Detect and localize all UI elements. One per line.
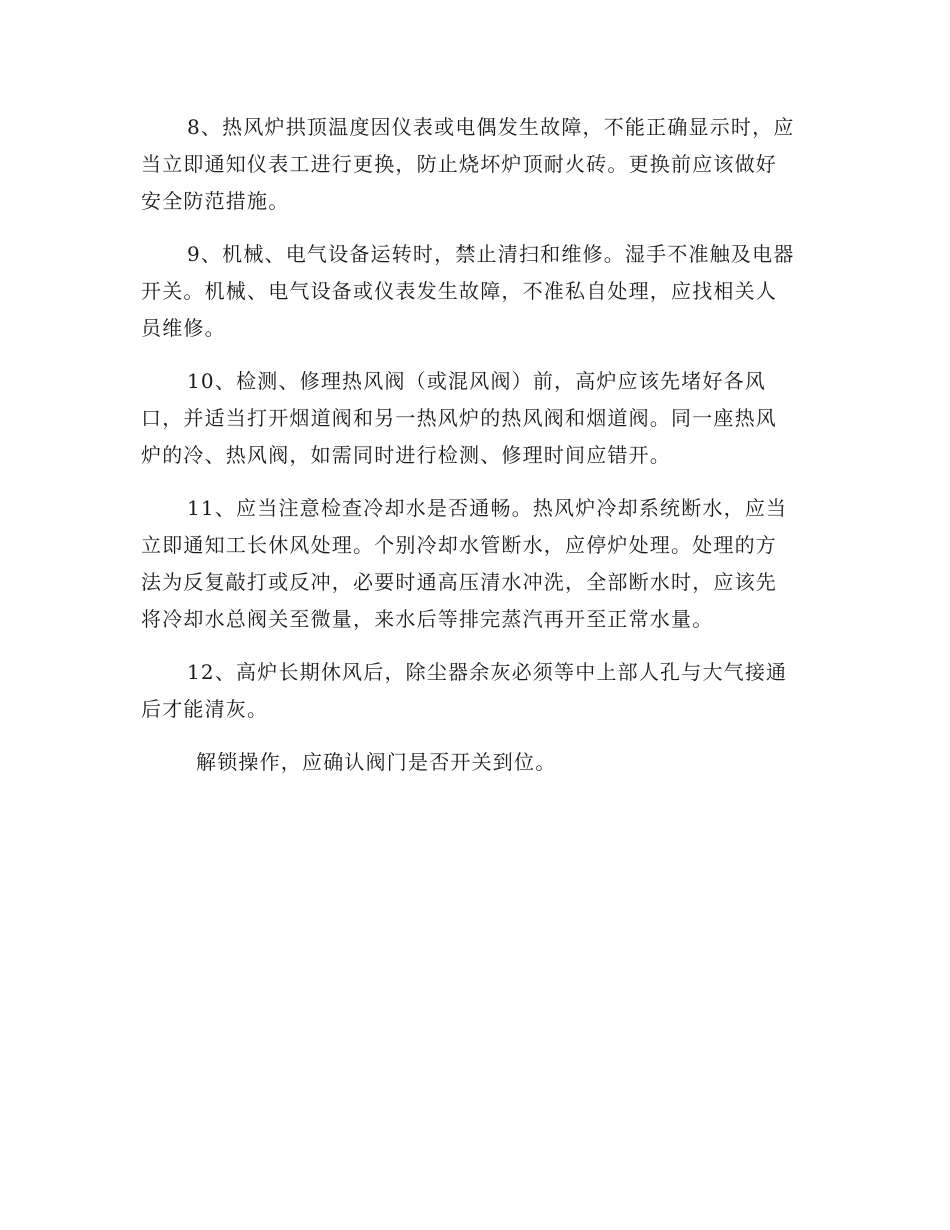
paragraph-12-line-2: 后才能清灰。 (141, 697, 269, 721)
paragraph-8-line-3: 安全防范措施。 (141, 189, 290, 213)
paragraph-9-line-1: 9、机械、电气设备运转时，禁止清扫和维修。湿手不准触及电器 (187, 242, 795, 266)
closing-note: 解锁操作，应确认阀门是否开关到位。 (196, 750, 557, 774)
paragraph-10-line-2: 口，并适当打开烟道阀和另一热风炉的热风阀和烟道阀。同一座热风 (141, 406, 777, 430)
paragraph-9-line-2: 开关。机械、电气设备或仪表发生故障，不准私自处理，应找相关人 (141, 279, 777, 303)
paragraph-11-line-3: 法为反复敲打或反冲，必要时通高压清水冲洗，全部断水时，应该先 (141, 570, 777, 594)
paragraph-10-line-3: 炉的冷、热风阀，如需同时进行检测、修理时间应错开。 (141, 443, 671, 467)
paragraph-9-line-3: 员维修。 (141, 316, 226, 340)
paragraph-11-line-1: 11、应当注意检查冷却水是否通畅。热风炉冷却系统断水，应当 (187, 496, 788, 520)
paragraph-12-line-1: 12、高炉长期休风后，除尘器余灰必须等中上部人孔与大气接通 (187, 660, 788, 684)
paragraph-11-line-2: 立即通知工长休风处理。个别冷却水管断水，应停炉处理。处理的方 (141, 533, 777, 557)
paragraph-8-line-1: 8、热风炉拱顶温度因仪表或电偶发生故障，不能正确显示时，应 (187, 115, 795, 139)
paragraph-10-line-1: 10、检测、修理热风阀（或混风阀）前，高炉应该先堵好各风 (187, 369, 767, 393)
paragraph-8-line-2: 当立即通知仪表工进行更换，防止烧坏炉顶耐火砖。更换前应该做好 (141, 152, 777, 176)
paragraph-11-line-4: 将冷却水总阀关至微量，来水后等排完蒸汽再开至正常水量。 (141, 607, 714, 631)
